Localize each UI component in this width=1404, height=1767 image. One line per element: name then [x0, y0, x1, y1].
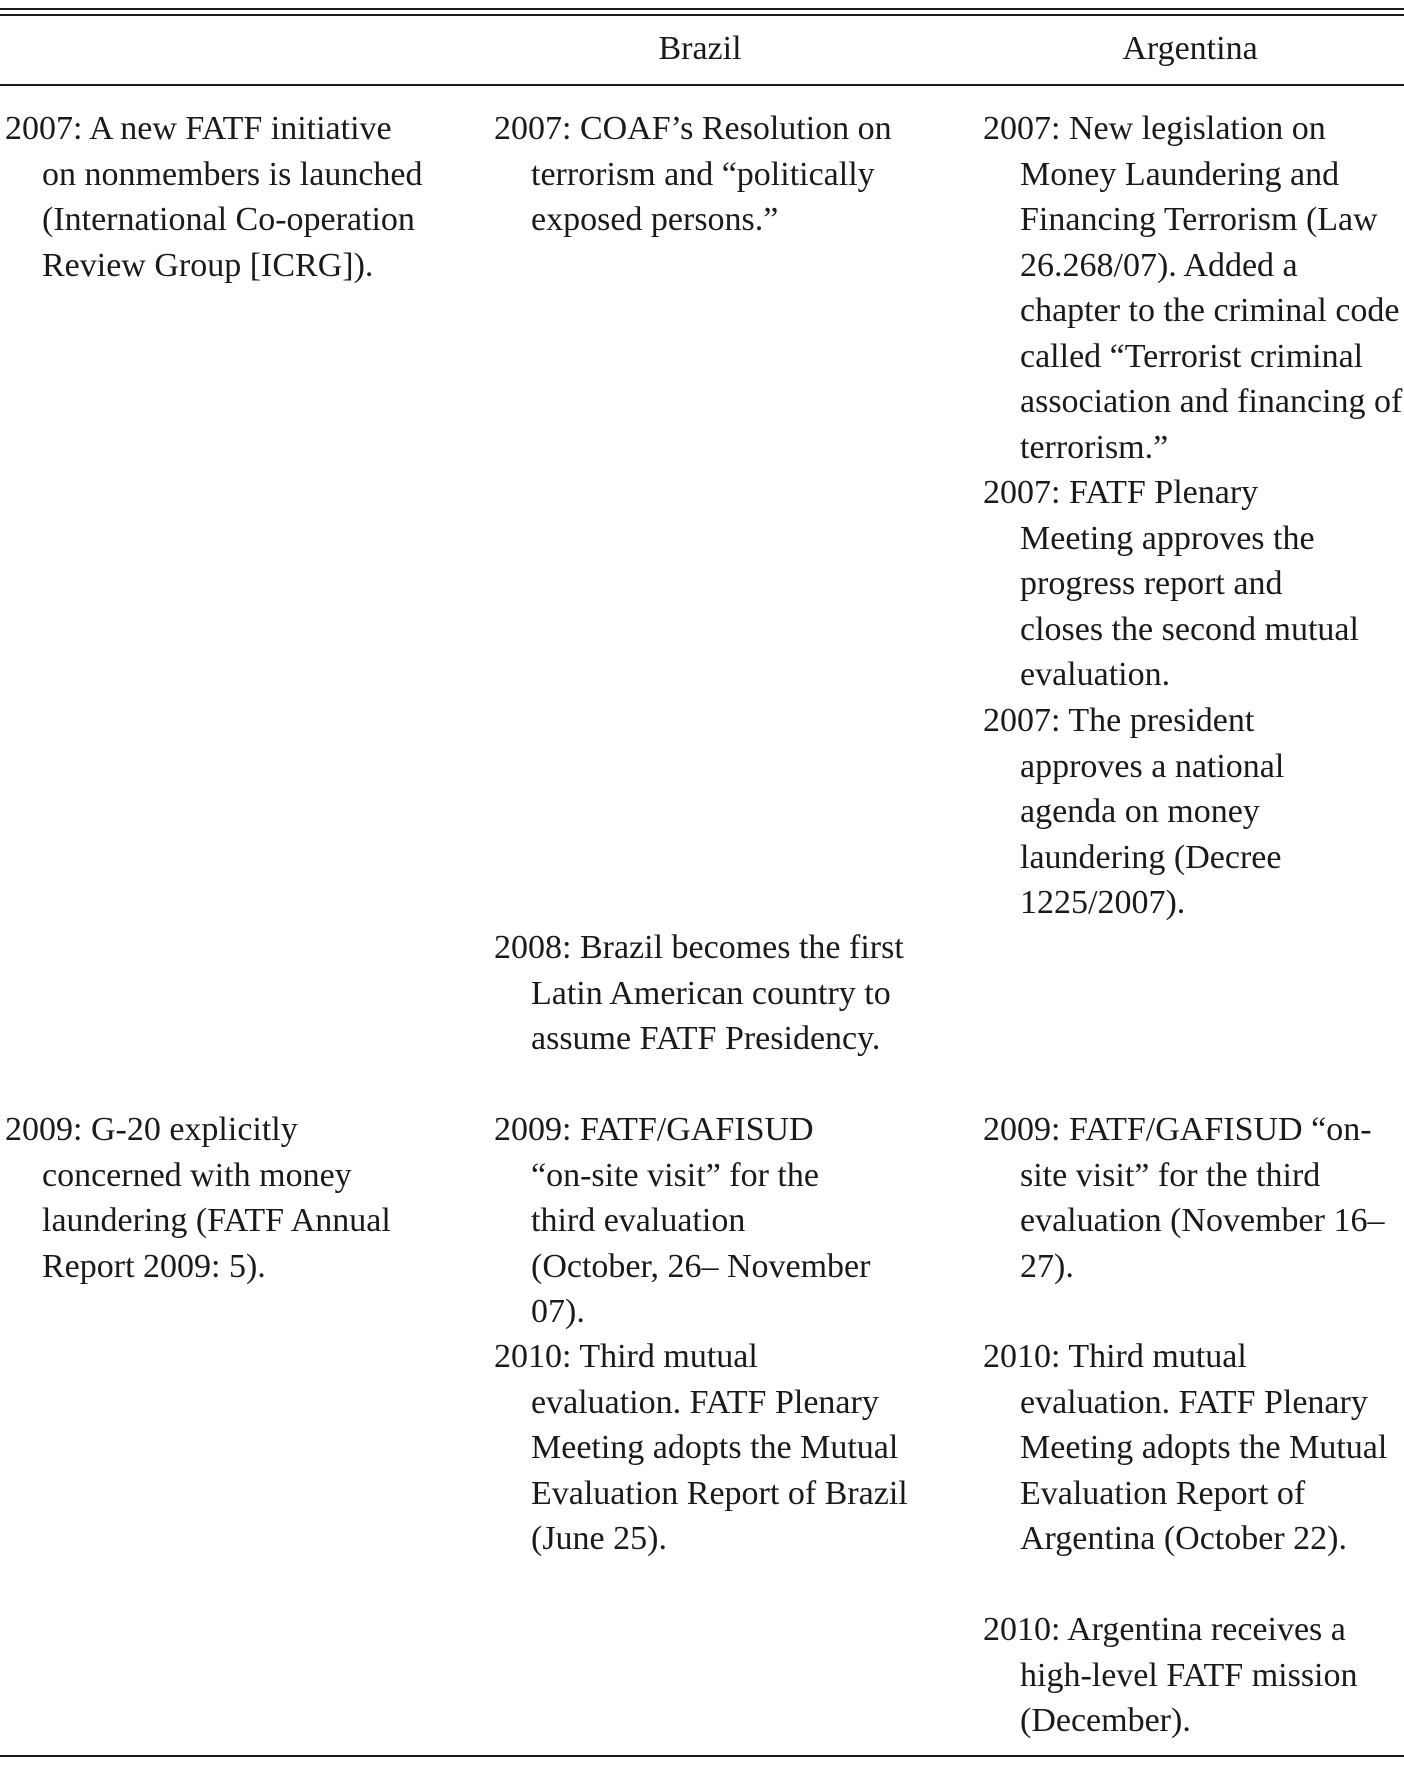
entry-year: 2010 [983, 1611, 1051, 1648]
table-cell-entry: 2010: Third mutual evaluation. FATF Plenary Meeting adopts the Mutual Evaluation Report of Argentina (October 22). [983, 1338, 1388, 1557]
entry-text: COAF’s Resolution on terrorism and “politically exposed persons.” [531, 110, 892, 238]
entry-year: 2007 [494, 110, 562, 147]
table-cell-entry: 2008: Brazil becomes the first Latin American country to assume FATF Presidency. [494, 929, 904, 1057]
entry-year: 2009 [983, 1111, 1051, 1148]
entry-year: 2007 [5, 110, 73, 147]
table-cell-entry: 2007: The president approves a national agenda on money laundering (Decree 1225/2007). [983, 702, 1285, 921]
entry-text: Brazil becomes the first Latin American country to assume FATF Presidency. [531, 929, 904, 1057]
entry-year: 2007 [983, 702, 1051, 739]
table-cell-entry: 2009: FATF/GAFISUD “on-site visit” for the third evaluation (October, 26– November 07). [494, 1111, 871, 1330]
header-rule [0, 84, 1404, 86]
table-cell-entry: 2009: G-20 explicitly concerned with money laundering (FATF Annual Report 2009: 5). [5, 1111, 391, 1285]
entry-year: 2007 [983, 110, 1051, 147]
entry-text: Argentina receives a high-level FATF mission (December). [1020, 1611, 1358, 1739]
bottom-rule [0, 1755, 1404, 1757]
entry-text: FATF/GAFISUD “on-site visit” for the third evaluation (October, 26– November 07). [531, 1111, 871, 1330]
entry-year: 2009 [5, 1111, 73, 1148]
entry-text: A new FATF initiative on nonmembers is launched (International Co-operation Review Group [ICRG]). [42, 110, 423, 284]
top-rule-outer [0, 8, 1404, 10]
entry-year: 2010 [983, 1338, 1051, 1375]
entry-text: Third mutual evaluation. FATF Plenary Meeting adopts the Mutual Evaluation Report of Argentina (October 22). [1020, 1338, 1388, 1557]
entry-year: 2009 [494, 1111, 562, 1148]
entry-year: 2008 [494, 929, 562, 966]
table-cell-entry: 2007: COAF’s Resolution on terrorism and “politically exposed persons.” [494, 110, 892, 238]
table-cell-entry: 2007: A new FATF initiative on nonmembers is launched (International Co-operation Review Group [ICRG]). [5, 110, 423, 284]
entry-text: FATF Plenary Meeting approves the progress report and closes the second mutual evaluation. [1020, 474, 1359, 693]
column-header-brazil: Brazil [658, 30, 742, 67]
entry-year: 2010 [494, 1338, 562, 1375]
entry-text: New legislation on Money Laundering and Financing Terrorism (Law 26.268/07). Added a chapter to the criminal code called “Terrorist criminal association and financing of terrorism.” [1020, 110, 1403, 466]
table-cell-entry: 2010: Third mutual evaluation. FATF Plenary Meeting adopts the Mutual Evaluation Report of Brazil (June 25). [494, 1338, 908, 1557]
top-rule-inner [0, 14, 1404, 16]
table-cell-entry: 2009: FATF/GAFISUD “on-site visit” for the third evaluation (November 16–27). [983, 1111, 1385, 1285]
column-header-argentina: Argentina [1122, 30, 1258, 67]
table-cell-entry: 2007: New legislation on Money Laundering and Financing Terrorism (Law 26.268/07). Added a chapter to the criminal code called “Terrorist criminal association and financing of terrorism.” [983, 110, 1403, 466]
table-cell-entry: 2007: FATF Plenary Meeting approves the progress report and closes the second mutual evaluation. [983, 474, 1359, 693]
entry-text: The president approves a national agenda on money laundering (Decree 1225/2007). [1020, 702, 1285, 921]
entry-year: 2007 [983, 474, 1051, 511]
entry-text: G-20 explicitly concerned with money laundering (FATF Annual Report 2009: 5). [42, 1111, 391, 1285]
table-cell-entry: 2010: Argentina receives a high-level FATF mission (December). [983, 1611, 1358, 1739]
entry-text: Third mutual evaluation. FATF Plenary Meeting adopts the Mutual Evaluation Report of Brazil (June 25). [531, 1338, 908, 1557]
entry-text: FATF/GAFISUD “on-site visit” for the third evaluation (November 16–27). [1020, 1111, 1385, 1285]
